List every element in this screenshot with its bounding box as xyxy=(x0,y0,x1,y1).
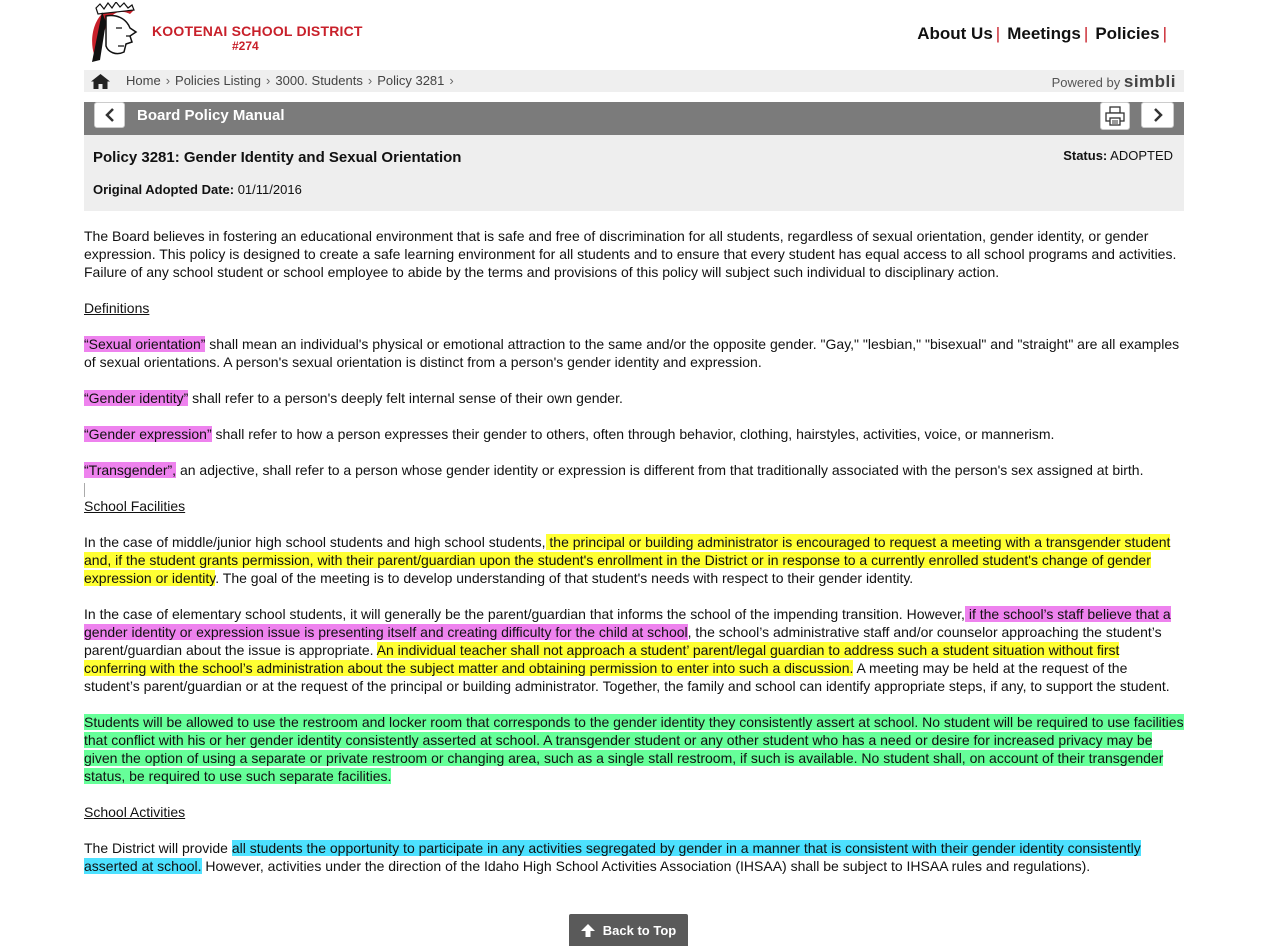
definition-gender-identity xyxy=(84,389,1184,407)
chevron-right-icon: › xyxy=(165,73,171,88)
district-number: #274 xyxy=(232,39,259,53)
intro-paragraph: The Board believes in fostering an educational environment that is safe and free of discrimination for all students, regardless of sexual orientation, gender identity, or gender expression. This policy is designed to create a safe learning environment for all students and to ensure that every student has equal access to all school programs and activities. Failure of any school student or school employee to abide by the terms and provisions of this policy will subject such individual to disciplinary action. xyxy=(84,228,1177,280)
back-to-top-label: Back to Top xyxy=(602,922,677,938)
nav-separator: | xyxy=(1162,24,1167,43)
adopted-date xyxy=(93,182,302,197)
powered-by[interactable] xyxy=(1052,72,1176,92)
term-gender-expression: “Gender expression” xyxy=(84,426,212,442)
site-header xyxy=(0,0,1279,70)
term-gender-identity: “Gender identity” xyxy=(84,390,189,406)
arrow-up-icon xyxy=(581,924,595,937)
chevron-right-icon xyxy=(1152,108,1164,122)
print-icon xyxy=(1105,106,1125,126)
facilities-paragraph-2 xyxy=(84,605,1184,695)
definition-text: shall refer to a person's deeply felt internal sense of their own gender. xyxy=(188,390,623,406)
chevron-right-icon: › xyxy=(449,73,454,88)
manual-toolbar xyxy=(84,102,1184,135)
breadcrumb-students[interactable]: 3000. Students xyxy=(275,73,363,88)
back-to-top-button[interactable] xyxy=(569,914,688,946)
divider xyxy=(84,483,85,497)
breadcrumb-items xyxy=(126,73,459,88)
status-label: Status: xyxy=(1063,148,1108,163)
highlight-yellow: An individual teacher shall not approach a student’ parent/legal guardian to address such a student situation without first conferring with the school’s administration about the subject matter and obtaining permission to enter into such a discussion. xyxy=(84,642,1120,676)
facilities-text: In the case of middle/junior high school students and high school students, xyxy=(84,534,546,550)
facilities-paragraph-3 xyxy=(84,713,1184,785)
definition-gender-expression xyxy=(84,425,1184,443)
nav-policies[interactable]: Policies xyxy=(1095,24,1160,43)
print-button[interactable] xyxy=(1100,102,1130,130)
simbli-brand: simbli xyxy=(1123,72,1176,91)
adopted-value: 01/11/2016 xyxy=(237,182,302,197)
definitions-heading: Definitions xyxy=(84,300,150,316)
adopted-label: Original Adopted Date: xyxy=(93,182,235,197)
term-sexual-orientation: “Sexual orientation” xyxy=(84,336,206,352)
activities-text: The District will provide xyxy=(84,840,232,856)
term-transgender: “Transgender”, xyxy=(84,462,177,478)
highlight-yellow: the principal or building administrator is encouraged to request a meeting with a transgender student and, if the student grants permission, with their parent/guardian upon the student's enrollment in the District or in response to a currently enrolled student's change of gender expression or identity xyxy=(84,534,1171,586)
district-name: KOOTENAI SCHOOL DISTRICT xyxy=(152,23,363,39)
nav-separator: | xyxy=(1083,24,1089,43)
home-icon[interactable] xyxy=(91,74,110,94)
activities-text: However, activities under the direction of the Idaho High School Activities Association (IHSAA) shall be subject to IHSAA rules and regulations). xyxy=(201,858,1091,874)
facilities-text: , the school’s administrative staff and/or counselor approaching the student’s parent/guardian about the issue is appropriate. xyxy=(84,624,1162,658)
top-nav xyxy=(917,24,1174,44)
district-logo-icon xyxy=(86,2,150,64)
breadcrumb-policies-listing[interactable]: Policies Listing xyxy=(175,73,262,88)
chevron-right-icon: › xyxy=(266,73,271,88)
status-value: ADOPTED xyxy=(1110,148,1173,163)
breadcrumb xyxy=(84,70,1184,92)
breadcrumb-policy[interactable]: Policy 3281 xyxy=(377,73,445,88)
powered-by-label: Powered by xyxy=(1051,75,1121,90)
activities-paragraph xyxy=(84,839,1184,875)
district-logo[interactable] xyxy=(86,2,363,64)
facilities-text: In the case of elementary school students, it will generally be the parent/guardian that informs the school of the impending transition. However, xyxy=(84,606,965,622)
chevron-right-icon: › xyxy=(367,73,373,88)
activities-heading: School Activities xyxy=(84,804,186,820)
nav-meetings[interactable]: Meetings xyxy=(1007,24,1081,43)
manual-title: Board Policy Manual xyxy=(137,107,285,124)
next-button[interactable] xyxy=(1141,102,1174,128)
policy-title: Policy 3281: Gender Identity and Sexual Orientation xyxy=(93,149,462,166)
policy-header xyxy=(84,135,1184,211)
highlight-pink: if the school’s staff believe that a gender identity or expression issue is presenting itself and creating difficulty for the child at school xyxy=(84,606,1171,640)
policy-status xyxy=(1063,148,1173,163)
nav-separator: | xyxy=(995,24,1001,43)
nav-about-us[interactable]: About Us xyxy=(917,24,993,43)
facilities-text: A meeting may be held at the request of the student’s parent/guardian or at the request of the principal or building administrator. Together, the family and school can identify appropriate steps, if any, to support the student. xyxy=(84,660,1170,694)
definition-text: an adjective, shall refer to a person whose gender identity or expression is different from that traditionally associated with the person's sex assigned at birth. xyxy=(176,462,1144,478)
previous-button[interactable] xyxy=(94,102,125,128)
chevron-left-icon xyxy=(104,108,116,122)
highlight-green: Students will be allowed to use the restroom and locker room that corresponds to the gender identity they consistently assert at school. No student will be required to use facilities that conflict with his or her gender identity consistently asserted at school. A transgender student or any other student who has a need or desire for increased privacy may be given the option of using a separate or private restroom or changing area, such as a single stall restroom, if such is available. No student shall, on account of their transgender status, be required to use such separate facilities. xyxy=(84,714,1184,784)
definition-text: shall mean an individual's physical or emotional attraction to the same and/or the opposite gender. "Gay," "lesbian," "bisexual" and "straight" are all examples of sexual orientations. A person's sexual orientation is distinct from a person's gender identity and expression. xyxy=(84,336,1180,370)
facilities-text: . The goal of the meeting is to develop understanding of that student's needs with respect to their gender identity. xyxy=(215,570,914,586)
facilities-heading: School Facilities xyxy=(84,498,186,514)
definition-transgender xyxy=(84,461,1184,479)
policy-body xyxy=(84,227,1184,893)
highlight-cyan: all students the opportunity to participate in any activities segregated by gender in a manner that is consistent with their gender identity consistently asserted at school. xyxy=(84,840,1141,874)
definition-sexual-orientation xyxy=(84,335,1184,371)
breadcrumb-home[interactable]: Home xyxy=(126,73,161,88)
facilities-paragraph-1 xyxy=(84,533,1184,587)
definition-text: shall refer to how a person expresses their gender to others, often through behavior, clothing, hairstyles, activities, voice, or mannerism. xyxy=(211,426,1055,442)
